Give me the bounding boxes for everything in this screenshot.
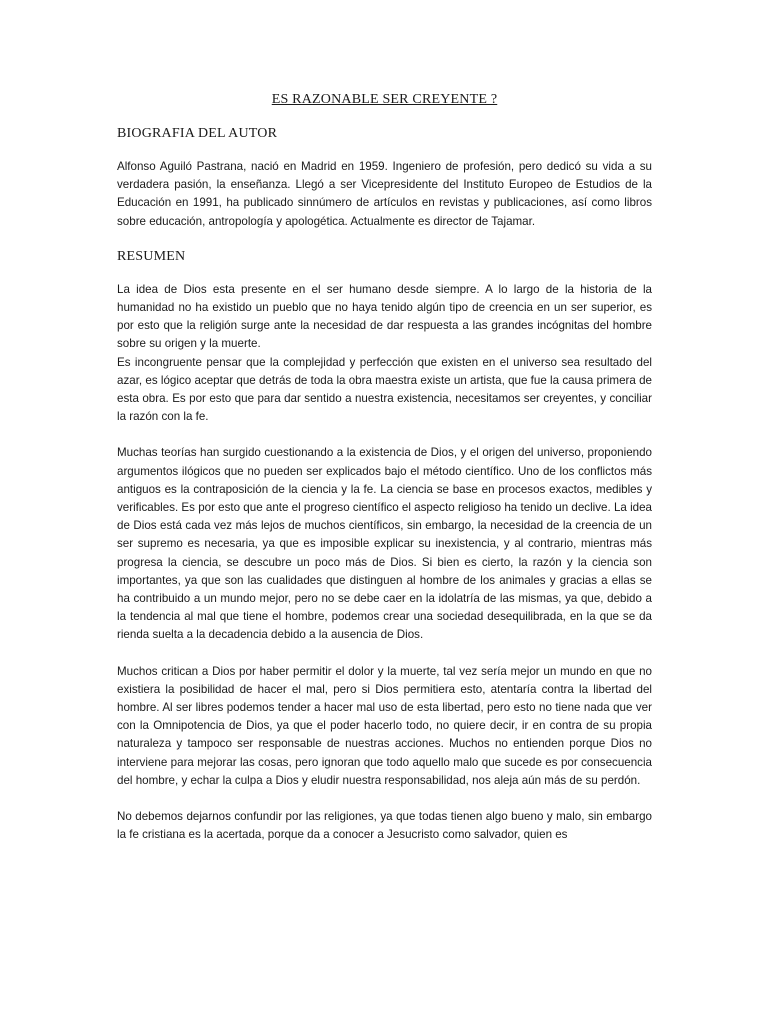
summary-heading: RESUMEN	[117, 248, 186, 264]
summary-paragraph-4: Muchos critican a Dios por haber permitir el dolor y la muerte, tal vez sería mejor un mundo en que no existiera la posibilidad de hacer el mal, pero si Dios permitiera esto, atentaría contra la libertad del hombre. Al ser libres podemos tender a hacer mal uso de esta libertad, pero esto no tiene nada que ver con la Omnipotencia de Dios, ya que el poder hacerlo todo, no quiere decir, ir en contra de su propia naturaleza y tampoco ser responsable de nuestras acciones. Muchos no entienden porque Dios no interviene para mejorar las cosas, pero ignoran que todo aquello malo que sucede es por consecuencia del hombre, y echar la culpa a Dios y eludir nuestra responsabilidad, nos aleja aún más de su perdón.	[117, 664, 652, 787]
biography-heading: BIOGRAFIA DEL AUTOR	[117, 126, 278, 141]
biography-paragraph: Alfonso Aguiló Pastrana, nació en Madrid en 1959. Ingeniero de profesión, pero dedicó su vida a su verdadera pasión, la enseñanza. Llegó a ser Vicepresidente del Instituto Europeo de Estudios de la Educación en 1991, ha publicado sinnúmero de artículos en revistas y publicaciones, así como libros sobre educación, antropología y apologética. Actualmente es director de Tajamar.	[117, 160, 652, 228]
summary-paragraph-2: Es incongruente pensar que la complejidad y perfección que existen en el universo sea resultado del azar, es lógico aceptar que detrás de toda la obra maestra existe un artista, que fue la causa primera de esta obra. Es por esto que para dar sentido a nuestra existencia, necesitamos ser creyentes, y conciliar la razón con la fe.	[117, 355, 652, 424]
summary-paragraph-3: Muchas teorías han surgido cuestionando a la existencia de Dios, y el origen del universo, proponiendo argumentos ilógicos que no pueden ser explicados bajo el método científico. Uno de los conflictos más antiguos es la contraposición de la ciencia y la fe. La ciencia se base en procesos exactos, medibles y verificables. Es por esto que ante el progreso científico el aspecto religioso ha tenido un declive. La idea de Dios está cada vez más lejos de muchos científicos, sin embargo, la necesidad de la creencia de un ser supremo es necesaria, ya que es imposible explicar su inexistencia, y al contrario, mientras más progresa la ciencia, se descubre un poco más de Dios. Si bien es cierto, la razón y la ciencia son importantes, ya que son las cualidades que distinguen al hombre de los animales y gracias a ellas se ha contribuido a un mundo mejor, pero no se debe caer en la idolatría de las mismas, ya que, debido a la tendencia al mal que tiene el hombre, podemos crear una sociedad desequilibrada, en la que se da rienda suelta a la decadencia debido a la ausencia de Dios.	[117, 446, 652, 642]
summary-paragraph-5: No debemos dejarnos confundir por las religiones, ya que todas tienen algo bueno y malo, sin embargo la fe cristiana es la acertada, porque da a conocer a Jesucristo como salvador, quien es	[117, 810, 652, 842]
summary-paragraph-1: La idea de Dios esta presente en el ser humano desde siempre. A lo largo de la historia de la humanidad no ha existido un pueblo que no haya tenido algún tipo de creencia en un ser superior, es por esto que la religión surge ante la necesidad de dar respuesta a las grandes incógnitas del hombre sobre su origen y la muerte.	[117, 282, 652, 351]
document-body	[117, 92, 652, 863]
document-title: ES RAZONABLE SER CREYENTE ?	[271, 92, 498, 107]
